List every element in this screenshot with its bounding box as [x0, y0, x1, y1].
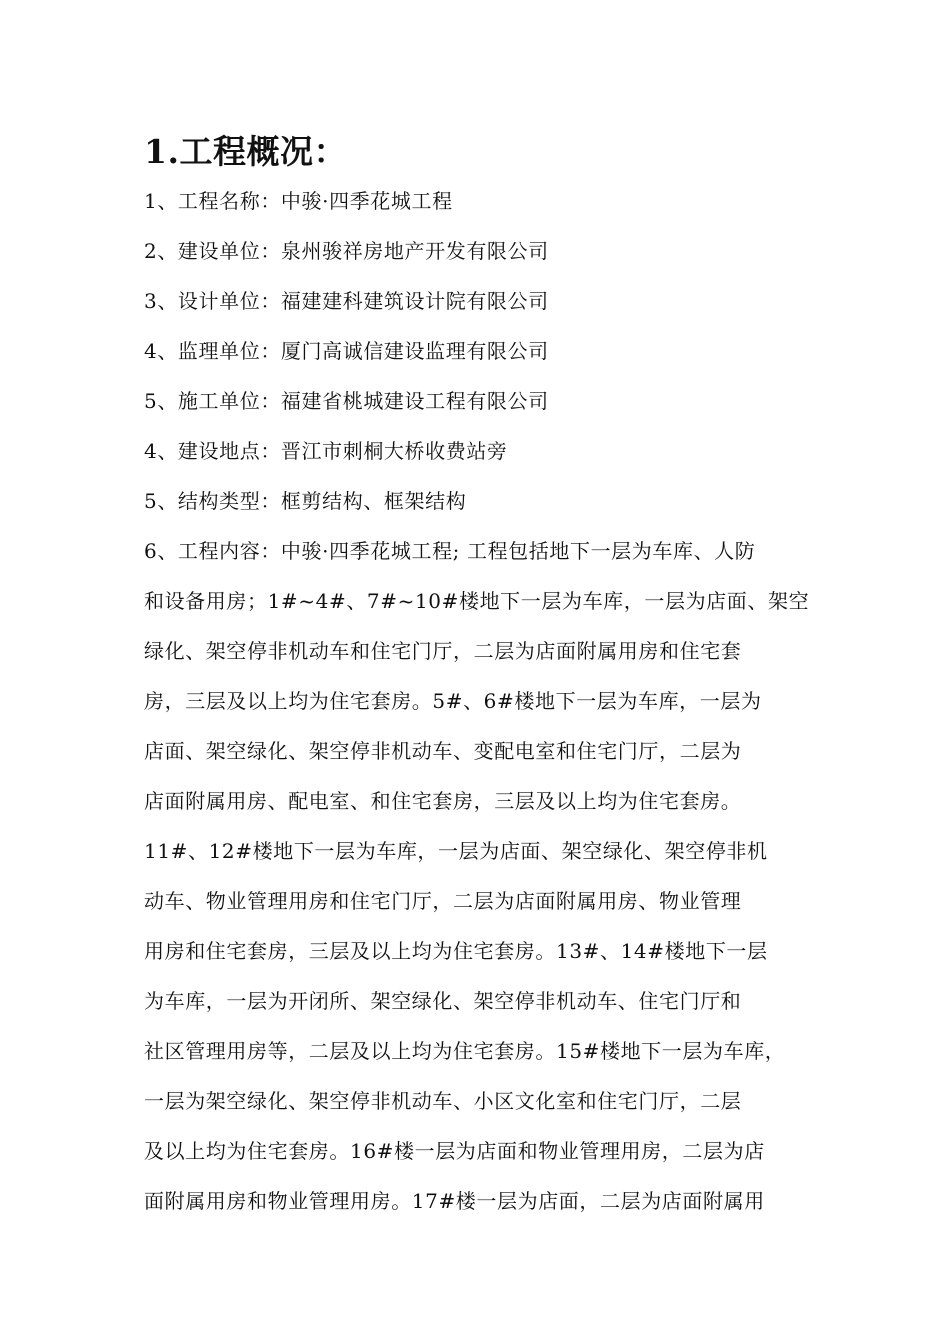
body-line: 6、工程内容：中骏·四季花城工程; 工程包括地下一层为车库、人防 [144, 539, 756, 563]
body-line: 店面附属用房、配电室、和住宅套房，三层及以上均为住宅套房。 [144, 789, 742, 813]
body-line: 5、结构类型：框剪结构、框架结构 [144, 489, 467, 513]
body-line: 3、设计单位：福建建科建筑设计院有限公司 [144, 289, 549, 313]
body-line: 和设备用房；1#~4#、7#~10#楼地下一层为车库，一层为店面、架空 [144, 589, 810, 613]
body-line: 用房和住宅套房，三层及以上均为住宅套房。13#、14#楼地下一层 [144, 939, 768, 963]
body-line: 店面、架空绿化、架空停非机动车、变配电室和住宅门厅，二层为 [144, 739, 742, 763]
body-line: 4、建设地点：晋江市刺桐大桥收费站旁 [144, 439, 508, 463]
body-line: 一层为架空绿化、架空停非机动车、小区文化室和住宅门厅，二层 [144, 1089, 742, 1113]
body-line: 11#、12#楼地下一层为车库，一层为店面、架空绿化、架空停非机 [144, 839, 768, 863]
body-line: 4、监理单位：厦门高诚信建设监理有限公司 [144, 339, 549, 363]
body-line: 房，三层及以上均为住宅套房。5#、6#楼地下一层为车库，一层为 [144, 689, 762, 713]
body-line: 为车库，一层为开闭所、架空绿化、架空停非机动车、住宅门厅和 [144, 989, 742, 1013]
section-body [144, 176, 816, 1226]
body-line: 动车、物业管理用房和住宅门厅，二层为店面附属用房、物业管理 [144, 889, 742, 913]
body-line: 1、工程名称：中骏·四季花城工程 [144, 189, 453, 213]
body-line: 面附属用房和物业管理用房。17#楼一层为店面，二层为店面附属用 [144, 1189, 765, 1213]
section-heading: 1.工程概况： [144, 132, 347, 171]
body-line: 5、施工单位：福建省桃城建设工程有限公司 [144, 389, 549, 413]
body-line: 及以上均为住宅套房。16#楼一层为店面和物业管理用房，二层为店 [144, 1139, 765, 1163]
body-line: 2、建设单位：泉州骏祥房地产开发有限公司 [144, 239, 549, 263]
body-line: 社区管理用房等，二层及以上均为住宅套房。15#楼地下一层为车库， [144, 1039, 786, 1063]
body-line: 绿化、架空停非机动车和住宅门厅，二层为店面附属用房和住宅套 [144, 639, 742, 663]
